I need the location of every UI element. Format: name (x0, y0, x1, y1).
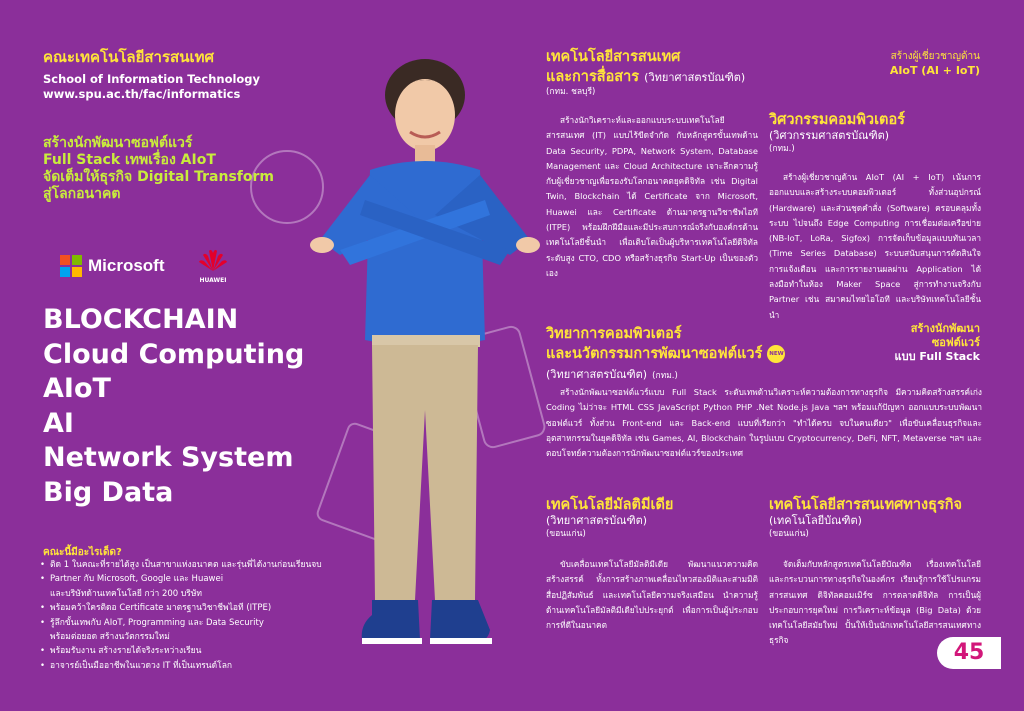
tagline (43, 135, 303, 203)
huawei-flower-icon (196, 247, 230, 273)
benefit-item-continued: และบริษัทด้านเทคโนโลยี กว่า 200 บริษัท (50, 588, 203, 599)
tagline-line: สร้างนักพัฒนาซอฟต์แวร์ (43, 135, 193, 151)
technology-item: BLOCKCHAIN (43, 304, 239, 335)
school-name-en: School of Information Technology (43, 72, 261, 86)
microsoft-wordmark: Microsoft (88, 256, 165, 275)
benefit-item: • พร้อมคว้าใครติดอ Certificate มาตรฐานวิชาชีพไอที (ITPE) (40, 601, 340, 615)
section-degree: (วิศวกรรมศาสตรบัณฑิต) (769, 129, 890, 142)
section-bit (769, 497, 984, 541)
tagline-line: จัดเต็มให้ธุรกิจ Digital Transform (43, 169, 274, 185)
benefits-title: คณะนี้มีอะไรเด็ด? (43, 547, 122, 558)
technology-item: Big Data (43, 476, 174, 508)
benefit-item: • ติด 1 ในคณะที่รายได้สูง เป็นสาขาแห่งอนาคต และรุ่นพี่ได้งานก่อนเรียนจบ (40, 558, 340, 572)
aiot-note (830, 50, 980, 78)
fullstack-note (860, 322, 980, 364)
fullstack-note-line: แบบ Full Stack (894, 350, 980, 363)
technology-item: AIoT (43, 373, 111, 404)
section-body: สร้างผู้เชี่ยวชาญด้าน AIoT (AI + IoT) เน้นการออกแบบและสร้างระบบคอมพิวเตอร์ ทั้งส่วนอุปกรณ์ (Hardware) และส่วนชุดคำสั่ง (Software) ครอบคลุมทั้งระบบ ไปจนถึง Edge Computing การเชื่อมต่อเครือข่าย (NB-IoT, LoRa, Sigfox) การจัดเก็บข้อมูลแบบทันเวลา (Time Series Database) ระบบสนับสนุนการตัดสินใจ การแจ้งเตือน และการรายงานผลผ่าน Application ได้ลงมือทำในห้อง Maker Space สู่การทำงานจริงกับ Partner เช่น สมาคมไทยไอโอที และบริษัทเทคโนโลยีชั้นนำ (769, 172, 981, 320)
microsoft-logo (60, 255, 165, 277)
section-dmt (546, 497, 761, 541)
benefit-item: • พร้อมรับงาน สร้างรายได้จริงระหว่างเรียน (40, 644, 340, 658)
aiot-note-line: AIoT (AI + IoT) (889, 64, 980, 77)
section-it-comm (546, 49, 766, 99)
section-title: และนวัตกรรมการพัฒนาซอฟต์แวร์ (546, 346, 763, 362)
section-location: (กทม.) (769, 144, 795, 154)
section-location: (กทม. ชลบุรี) (546, 87, 596, 97)
section-title: เทคโนโลยีมัลติมีเดีย (546, 497, 674, 513)
huawei-logo (193, 247, 233, 284)
school-website: www.spu.ac.th/fac/informatics (43, 87, 241, 101)
section-title: วิทยาการคอมพิวเตอร์ (546, 326, 682, 342)
school-info (43, 72, 260, 102)
section-degree: (วิทยาศาสตรบัณฑิต) (546, 514, 648, 527)
benefits-list (40, 558, 340, 673)
section-location: (กทม.) (652, 371, 678, 381)
technology-item: Cloud Computing (43, 338, 305, 370)
benefit-item-continued: พร้อมต่อยอด สร้างนวัตกรรมใหม่ (50, 632, 170, 643)
benefit-item: • Partner กับ Microsoft, Google และ Huawei (40, 572, 340, 586)
section-cs (546, 326, 846, 383)
section-comp-eng (769, 112, 979, 156)
fullstack-note-line: ซอฟต์แวร์ (931, 336, 980, 349)
section-body: สร้างนักพัฒนาซอฟต์แวร์แบบ Full Stack ระดับเทพด้านวิเคราะห์ความต้องการทางธุรกิจ มีความคิดสร้างสรรค์เก่ง Coding ไม่ว่าจะ HTML CSS JavaScript Python PHP .Net Node.js Java ฯลฯ พร้อมแก้ปัญหา ออกแบบระบบพัฒนาซอฟต์แวร์ ทั้งส่วน Front-end และ Back-end แบบที่เรียกว่า "ทำได้ครบ จบในคนเดียว" เพื่อขับเคลื่อนธุรกิจและอุตสาหกรรมในยุคดิจิทัล เช่น Games, AI, Blockchain ในรูปแบบ Cryptocurrency, DeFi, NFT, Metaverse ฯลฯ และตอบโจทย์ความต้องการนักพัฒนาซอฟต์แวร์ของประเทศ (546, 387, 982, 459)
student-photo (300, 40, 550, 690)
tagline-line: Full Stack เทพเรื่อง AIoT (43, 152, 216, 168)
section-degree: (วิทยาศาสตรบัณฑิต) (644, 71, 746, 84)
fullstack-note-line: สร้างนักพัฒนา (910, 322, 980, 335)
section-body: จัดเต็มกับหลักสูตรเทคโนโลยีบัณฑิต เรื่องเทคโนโลยีและกระบวนการทางธุรกิจในองค์กร เรียนรู้การใช้โปรแกรมสารสนเทศ ดิจิทัลคอมเมิร์ซ การตลาดดิจิทัล การเป็นผู้ประกอบการยุคใหม่ การวิเคราะห์ข้อมูล (Big Data) ด้วยเทคโนโลยีสมัยใหม่ ปั้นให้เป็นนักเทคโนโลยีสารสนเทศทางธุรกิจ (769, 559, 981, 646)
faculty-title: คณะเทคโนโลยีสารสนเทศ (43, 48, 214, 66)
benefit-item: • รู้ลึกขั้นเทพกับ AIoT, Programming และ Data Security (40, 616, 340, 630)
section-title: วิศวกรรมคอมพิวเตอร์ (769, 112, 905, 128)
section-degree: (เทคโนโลยีบัณฑิต) (769, 514, 862, 527)
section-body: สร้างนักวิเคราะห์และออกแบบระบบเทคโนโลยีสารสนเทศ (IT) แบบไร้ขีดจำกัด กับหลักสูตรขั้นเทพด้าน Data Security, PDPA, Network System, Database Management และ Cloud Architecture เจาะลึกความรู้กับผู้เชี่ยวชาญเพื่อรองรับโลกอนาคตยุคดิจิทัล เช่น Digital Twin, Blockchain ได้ Certificate จาก Microsoft, Huawei และ Certificate ด้านมาตรฐานวิชาชีพไอที (ITPE) พร้อมฝึกฝีมือและมีประสบการณ์จริงกับองค์กรด้านเทคโนโลยีชั้นนำ เพื่อเติบโตเป็นผู้บริหารเทคโนโลยีดิจิทัลระดับสูง CTO, CDO หรือสร้างธุรกิจ Start-Up เป็นของตัวเอง (546, 115, 758, 278)
section-title: เทคโนโลยีสารสนเทศ (546, 49, 681, 65)
new-badge: NEW (767, 345, 785, 363)
section-title: และการสื่อสาร (546, 69, 640, 85)
section-location: (ขอนแก่น) (546, 529, 586, 539)
page-number: 45 (937, 637, 1001, 669)
huawei-wordmark: HUAWEI (199, 277, 227, 284)
section-title: เทคโนโลยีสารสนเทศทางธุรกิจ (769, 497, 963, 513)
technology-item: AI (43, 407, 74, 439)
benefit-item: • อาจารย์เป็นมืออาชีพในแวดวง IT ที่เป็นเทรนด์โลก (40, 659, 340, 673)
aiot-note-line: สร้างผู้เชี่ยวชาญด้าน (890, 51, 980, 62)
tagline-line: สู่โลกอนาคต (43, 186, 121, 202)
section-body: ขับเคลื่อนเทคโนโลยีมัลติมีเดีย พัฒนาแนวความคิดสร้างสรรค์ ทั้งการสร้างภาพเคลื่อนไหวสองมิติและสามมิติ สื่อปฏิสัมพันธ์ และเทคโนโลยีความจริงเสมือน นำความรู้ด้านเทคโนโลยีมัลติมีเดียไปประยุกต์ เพื่อการเป็นผู้ประกอบการที่ดีในอนาคต (546, 559, 758, 631)
section-location: (ขอนแก่น) (769, 529, 809, 539)
technology-list (43, 303, 304, 510)
technology-item: Network System (43, 442, 294, 473)
section-degree: (วิทยาศาสตรบัณฑิต) (546, 368, 648, 381)
microsoft-grid-icon (60, 255, 82, 277)
